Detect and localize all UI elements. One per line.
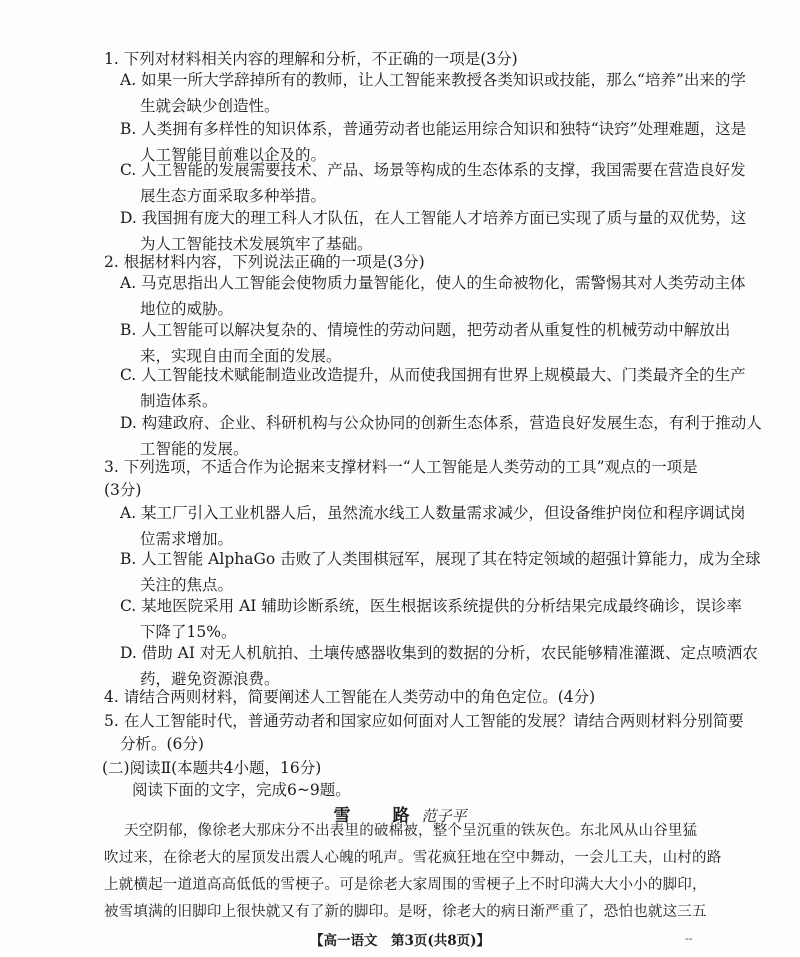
- question-4: 4. 请结合两则材料，简要阐述人工智能在人类劳动中的角色定位。(4分): [104, 688, 596, 706]
- question-5-line-2: 分析。(6分): [120, 735, 204, 753]
- reading-instruction: 阅读下面的文字，完成6~9题。: [132, 781, 351, 799]
- question-3-points: (3分): [104, 481, 142, 499]
- question-2-option-d: D. 构建政府、企业、科研机构与公众协同的创新生态体系，营造良好发展生态，有利于推动人 工智能的发展。: [120, 414, 762, 458]
- story-paragraph-line: 被雪填满的旧脚印上很快就又有了新的脚印。是呀，徐老大的病日渐严重了，恐怕也就这三五: [104, 904, 707, 920]
- section-heading: (二)阅读Ⅱ(本题共4小题，16分): [102, 759, 322, 777]
- question-1-stem: 1. 下列对材料相关内容的理解和分析，不正确的一项是(3分): [104, 50, 518, 68]
- corner-mark: --: [685, 932, 693, 945]
- question-1-option-b: B. 人类拥有多样性的知识体系，普通劳动者也能运用综合知识和独特“诀窍”处理难题，这是 人工智能目前难以企及的。: [120, 120, 747, 164]
- story-paragraph-line: 吹过来，在徐老大的屋顶发出震人心魄的吼声。雪花疯狂地在空中舞动，一会儿工夫，山村的路: [104, 850, 722, 866]
- question-3-option-a: A. 某工厂引入工业机器人后，虽然流水线工人数量需求减少，但设备维护岗位和程序调试岗 位需求增加。: [120, 504, 746, 548]
- story-title: 雪 路 范子平: [333, 806, 467, 826]
- question-1-option-d: D. 我国拥有庞大的理工科人才队伍，在人工智能人才培养方面已实现了质与量的双优势，这 为人工智能技术发展筑牢了基础。: [120, 209, 747, 253]
- story-paragraph-line: 上就横起一道道高高低低的雪梗子。可是徐老大家周围的雪梗子上不时印满大大小小的脚印，: [104, 877, 707, 893]
- question-3-option-b: B. 人工智能 AlphaGo 击败了人类围棋冠军，展现了其在特定领域的超强计算能力，成为全球 关注的焦点。: [120, 550, 761, 594]
- question-2-option-c: C. 人工智能技术赋能制造业改造提升，从而使我国拥有世界上规模最大、门类最齐全的生产 制造体系。: [120, 366, 746, 410]
- story-paragraph-line: 天空阴郁，像徐老大那床分不出表里的破棉被，整个呈沉重的铁灰色。东北风从山谷里猛: [124, 823, 698, 839]
- question-2-option-a: A. 马克思指出人工智能会使物质力量智能化，使人的生命被物化，需警惕其对人类劳动主体 地位的威胁。: [120, 274, 746, 318]
- question-3-stem: 3. 下列选项，不适合作为论据来支撑材料一“人工智能是人类劳动的工具”观点的一项是: [104, 458, 698, 476]
- story-author: 范子平: [421, 807, 467, 825]
- question-1-option-c: C. 人工智能的发展需要技术、产品、场景等构成的生态体系的支撑，我国需要在营造良好发 展生态方面采取多种举措。: [120, 161, 746, 205]
- question-3-option-d: D. 借助 AI 对无人机航拍、土壤传感器收集到的数据的分析，农民能够精准灌溉、定点喷洒农 药，避免资源浪费。: [120, 644, 758, 688]
- question-2-stem: 2. 根据材料内容，下列说法正确的一项是(3分): [104, 253, 425, 271]
- question-2-option-b: B. 人工智能可以解决复杂的、情境性的劳动问题，把劳动者从重复性的机械劳动中解放出 来，实现自由而全面的发展。: [120, 321, 731, 365]
- question-3-option-c: C. 某地医院采用 AI 辅助诊断系统，医生根据该系统提供的分析结果完成最终确诊，误诊率 下降了15%。: [120, 597, 742, 641]
- page-footer: 【高一语文 第3页(共8页)】: [309, 933, 491, 949]
- question-1-option-a: A. 如果一所大学辞掉所有的教师，让人工智能来教授各类知识或技能，那么“培养”出来的学 生就会缺少创造性。: [120, 71, 746, 115]
- question-5-line-1: 5. 在人工智能时代，普通劳动者和国家应如何面对人工智能的发展？请结合两则材料分别简要: [104, 712, 744, 730]
